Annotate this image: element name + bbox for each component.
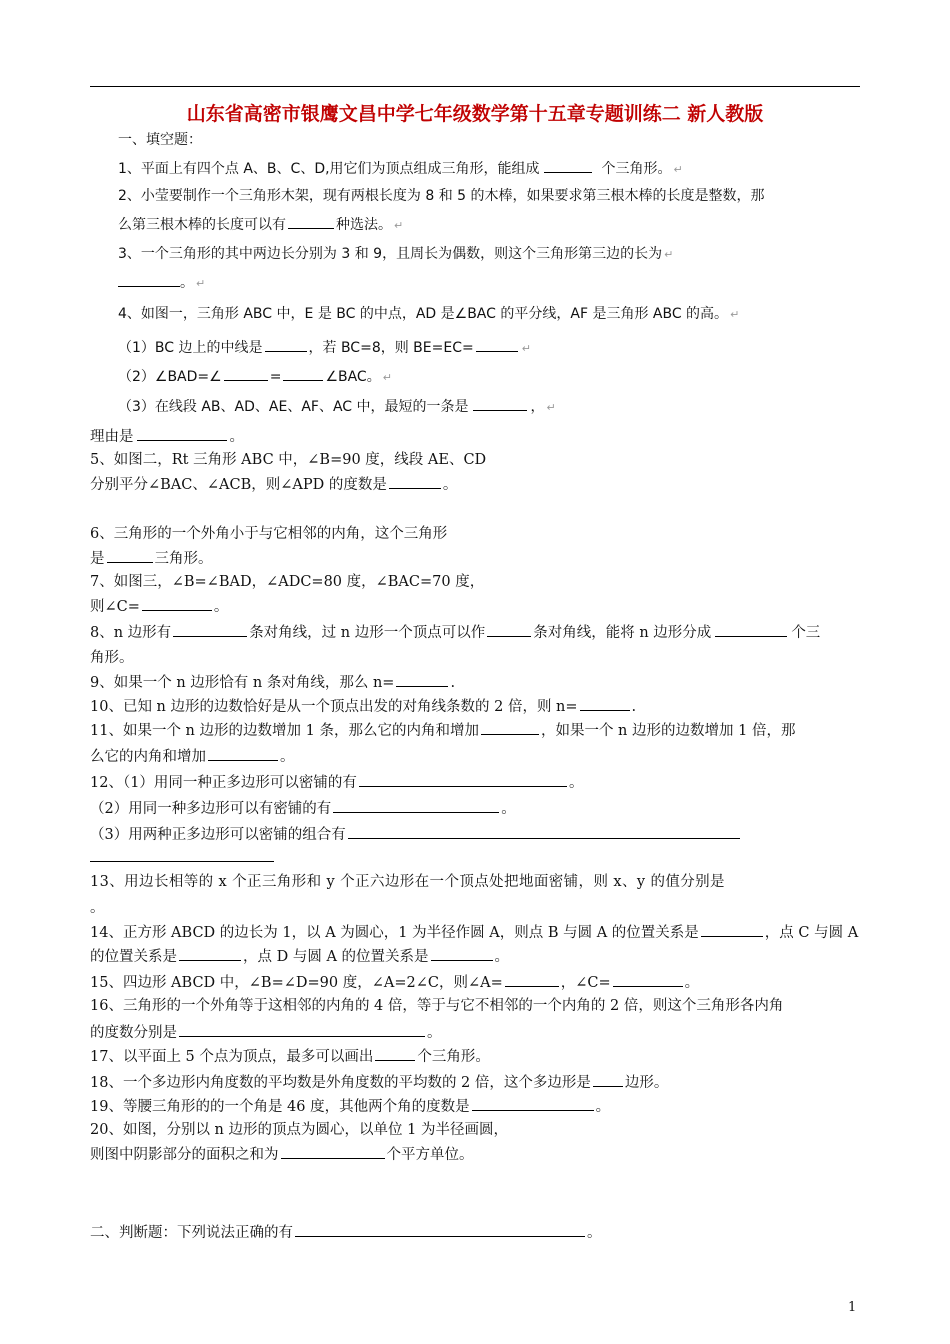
question-1: 1、平面上有四个点 A、B、C、D,用它们为顶点组成三角形，能组成 个三角形。 ↵	[118, 158, 683, 180]
answer-blank[interactable]	[224, 366, 268, 381]
question-19: 19、等腰三角形的的一个角是 46 度，其他两个角的度数是 。	[90, 1096, 610, 1117]
answer-blank[interactable]	[359, 772, 567, 787]
answer-blank[interactable]	[505, 972, 559, 987]
answer-blank[interactable]	[137, 426, 227, 441]
header-rule	[90, 86, 860, 87]
answer-blank[interactable]	[544, 158, 592, 173]
answer-blank[interactable]	[295, 1222, 585, 1237]
question-4-part-1: （1）BC 边上的中线是 ，若 BC=8，则 BE=EC= ↵	[118, 337, 531, 359]
question-11-line-2: 么它的内角和增加 。	[90, 746, 295, 767]
question-14-line-2: 的位置关系是 ，点 D 与圆 A 的位置关系是 。	[90, 946, 509, 967]
answer-blank[interactable]	[715, 622, 787, 637]
paragraph-mark-icon: ↵	[664, 248, 674, 261]
answer-blank[interactable]	[396, 672, 448, 687]
section-true-false: 二、判断题：下列说法正确的有 。	[90, 1222, 602, 1243]
question-5-line-2: 分别平分∠BAC、∠ACB，则∠APD 的度数是 。	[90, 474, 457, 495]
answer-blank[interactable]	[179, 946, 241, 961]
question-20-line-2: 则图中阴影部分的面积之和为 个平方单位。	[90, 1144, 474, 1165]
paragraph-mark-icon: ↵	[394, 219, 404, 232]
answer-blank[interactable]	[281, 1144, 385, 1159]
answer-blank[interactable]	[487, 622, 531, 637]
paragraph-mark-icon: ↵	[546, 401, 556, 414]
question-10: 10、已知 n 边形的边数恰好是从一个顶点出发的对角线条数的 2 倍，则 n= .	[90, 696, 636, 717]
question-2-line-2: 么第三根木棒的长度可以有 种选法。 ↵	[118, 214, 403, 236]
question-18: 18、一个多边形内角度数的平均数是外角度数的平均数的 2 倍，这个多边形是 边形。	[90, 1072, 668, 1093]
question-7-line-2: 则∠C= 。	[90, 596, 228, 617]
question-7: 7、如图三，∠B=∠BAD，∠ADC=80 度，∠BAC=70 度，	[90, 574, 485, 590]
question-14: 14、正方形 ABCD 的边长为 1，以 A 为圆心，1 为半径作圆 A，则点 B 与圆 A 的位置关系是 ，点 C 与圆 A	[90, 922, 858, 943]
answer-blank[interactable]	[431, 946, 493, 961]
question-13: 13、用边长相等的 x 个正三角形和 y 个正六边形在一个顶点处把地面密铺，则 x、y 的值分别是	[90, 874, 725, 890]
question-13-line-2: 。	[90, 900, 105, 916]
question-11: 11、如果一个 n 边形的边数增加 1 条，那么它的内角和增加 ，如果一个 n 边形的边数增加 1 倍，那	[90, 720, 795, 741]
paragraph-mark-icon: ↵	[196, 277, 206, 290]
question-16: 16、三角形的一个外角等于这相邻的内角的 4 倍，等于与它不相邻的一个内角的 2 倍，则这个三角形各内角	[90, 998, 784, 1014]
answer-blank-continuation[interactable]	[90, 861, 274, 862]
answer-blank[interactable]	[348, 824, 740, 839]
question-12-part-1: 12、（1）用同一种正多边形可以密铺的有 。	[90, 772, 583, 793]
answer-blank[interactable]	[142, 596, 212, 611]
question-4: 4、如图一，三角形 ABC 中，E 是 BC 的中点，AD 是∠BAC 的平分线，AF 是三角形 ABC 的高。 ↵	[118, 306, 740, 322]
question-9: 9、如果一个 n 边形恰有 n 条对角线，那么 n= .	[90, 672, 455, 693]
answer-blank[interactable]	[208, 746, 278, 761]
answer-blank[interactable]	[701, 922, 763, 937]
paragraph-mark-icon: ↵	[382, 371, 392, 384]
question-4-reason: 理由是 。	[90, 426, 244, 447]
question-6-line-2: 是 三角形。	[90, 548, 213, 569]
paragraph-mark-icon: ↵	[730, 308, 740, 321]
question-4-part-2: （2）∠BAD=∠ = ∠BAC。 ↵	[118, 366, 392, 388]
question-17: 17、以平面上 5 个点为顶点，最多可以画出 个三角形。	[90, 1046, 490, 1067]
page-title: 山东省高密市银鹰文昌中学七年级数学第十五章专题训练二 新人教版	[186, 103, 764, 125]
answer-blank[interactable]	[472, 1096, 594, 1111]
answer-blank[interactable]	[473, 396, 527, 411]
paragraph-mark-icon: ↵	[521, 342, 531, 355]
page-number: 1	[848, 1300, 857, 1315]
question-5: 5、如图二，Rt 三角形 ABC 中，∠B=90 度，线段 AE、CD	[90, 452, 487, 468]
answer-blank[interactable]	[389, 474, 441, 489]
question-6: 6、三角形的一个外角小于与它相邻的内角，这个三角形	[90, 526, 448, 542]
question-8-line-2: 角形。	[90, 650, 134, 666]
question-12-part-2: （2）用同一种多边形可以有密铺的有 。	[90, 798, 516, 819]
section-fill-blank-heading: 一、填空题：	[118, 132, 202, 148]
answer-blank[interactable]	[118, 272, 180, 287]
question-4-part-3: （3）在线段 AB、AD、AE、AF、AC 中，最短的一条是 ， ↵	[118, 396, 556, 418]
answer-blank[interactable]	[593, 1072, 623, 1087]
answer-blank[interactable]	[283, 366, 323, 381]
question-8: 8、n 边形有 条对角线，过 n 边形一个顶点可以作 条对角线，能将 n 边形分成 个三	[90, 622, 820, 643]
question-12-part-3: （3）用两种正多边形可以密铺的组合有	[90, 824, 742, 845]
answer-blank[interactable]	[481, 720, 539, 735]
answer-blank[interactable]	[179, 1022, 425, 1037]
answer-blank[interactable]	[333, 798, 499, 813]
answer-blank[interactable]	[613, 972, 683, 987]
answer-blank[interactable]	[288, 214, 334, 229]
question-3-line-2: 。 ↵	[118, 272, 205, 294]
question-3: 3、一个三角形的其中两边长分别为 3 和 9，且周长为偶数，则这个三角形第三边的长为 ↵	[118, 246, 674, 262]
answer-blank[interactable]	[375, 1046, 415, 1061]
question-16-line-2: 的度数分别是 。	[90, 1022, 442, 1043]
answer-blank[interactable]	[107, 548, 153, 563]
question-15: 15、四边形 ABCD 中，∠B=∠D=90 度，∠A=2∠C，则∠A= ，∠C= 。	[90, 972, 699, 993]
answer-blank[interactable]	[265, 337, 307, 352]
paragraph-mark-icon: ↵	[673, 163, 683, 176]
answer-blank[interactable]	[580, 696, 630, 711]
question-20: 20、如图，分别以 n 边形的顶点为圆心，以单位 1 为半径画圆，	[90, 1122, 508, 1138]
answer-blank[interactable]	[476, 337, 518, 352]
answer-blank[interactable]	[173, 622, 247, 637]
question-2: 2、小莹要制作一个三角形木架，现有两根长度为 8 和 5 的木棒，如果要求第三根木棒的长度是整数，那	[118, 188, 765, 204]
